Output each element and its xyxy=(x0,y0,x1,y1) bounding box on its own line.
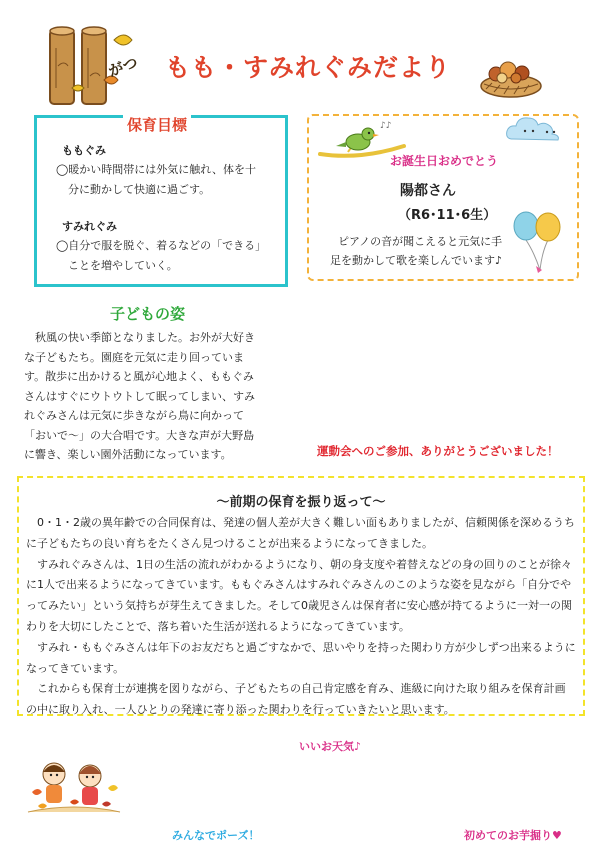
review-paragraph: すみれぐみさんは、1日の生活の流れがわかるようになり、朝の身支度や着替えなどの身の回りのことが徐々に1人で出来るようになってきています。ももぐみさんはすみれぐみさんのこのような姿を見ながら「自分でやってみたい」という気持ちが芽生えてきました。そして0歳児さんは保育者に安心感が持てるように一対一の関わりを大切にしたことで、落ち着いた生活が送れるようになってきています。 xyxy=(26,557,572,633)
kids-heading: 子どもの姿 xyxy=(110,305,186,323)
review-heading: ～前期の保育を振り返って～ xyxy=(216,495,386,510)
momo-goal-line1: ◯暖かい時間帯には外気に触れ、体を十 xyxy=(56,163,256,176)
sumire-goal-line2: ことを増やしていく。 xyxy=(68,259,178,272)
bread-basket-icon xyxy=(478,56,544,98)
weather-caption: いいお天気♪ xyxy=(299,740,362,753)
review-paragraph: 0・1・2歳の異年齢での合同保育は、発達の個人差が大きく難しい面もありましたが、信頼関係を深めるうちに子どもたちの良い育ちをたくさん見つけることが出来るようになってきました。 xyxy=(26,516,575,550)
birthday-message-line2: 足を動かして歌を楽しんでいます♪ xyxy=(330,254,503,267)
sports-day-thanks: 運動会へのご参加、ありがとうございました！ xyxy=(317,444,559,458)
review-paragraph: これからも保育士が連携を図りながら、子どもたちの自己肯定感を育み、進級に向けた取り組みを保育計画の中に取り入れ、一人ひとりの発達に寄り添った関わりを行っていきたいと思います。 xyxy=(26,682,566,717)
momo-goal-line2: 分に動かして快適に過ごす。 xyxy=(68,183,211,196)
balloons-icon xyxy=(508,210,566,274)
sumire-goal-line1: ◯自分で服を脱ぐ、着るなどの「できる」 xyxy=(56,239,267,252)
goals-heading: 保育目標 xyxy=(123,114,191,135)
birthday-date: （R6･11･6生） xyxy=(398,208,497,223)
month-text: がつ xyxy=(105,53,141,81)
review-paragraph: すみれ・ももぐみさんは年下のお友だちと過ごすなかで、思いやりを持った関わり方が少しずつ出来るようになってきています。 xyxy=(26,640,576,675)
birthday-message xyxy=(330,232,530,270)
birthday-message-line1: ピアノの音が聞こえると元気に手 xyxy=(338,235,503,248)
momo-label: ももぐみ xyxy=(62,144,106,157)
autumn-kids-icon xyxy=(24,752,124,816)
svg-text:♪♪: ♪♪ xyxy=(380,121,392,131)
kids-description: 秋風の快い季節となりました。お外が大好きな子どもたち。園庭を元気に走り回っています。散歩に出かけると風が心地よく、ももぐみさんはすぐにウトウトして眠ってしまい、すみれぐみさんは元気に歩きながら鳥に向かって「おいで〜」の大合唱です。大きな声が大野島に響き、楽しい園外活動になっています。 xyxy=(24,331,255,461)
cloud-icon xyxy=(505,115,567,145)
birthday-heading: お誕生日おめでとう xyxy=(390,154,499,168)
sumire-label: すみれぐみ xyxy=(62,220,117,233)
review-body xyxy=(26,513,576,721)
potato-digging-caption: 初めてのお芋掘り♥ xyxy=(464,829,562,842)
newsletter-title: もも・すみれぐみだより xyxy=(165,53,452,82)
birthday-name: 陽都さん xyxy=(400,183,456,199)
month-11-wood-icon xyxy=(44,18,164,108)
pose-caption: みんなでポーズ！ xyxy=(172,829,260,842)
